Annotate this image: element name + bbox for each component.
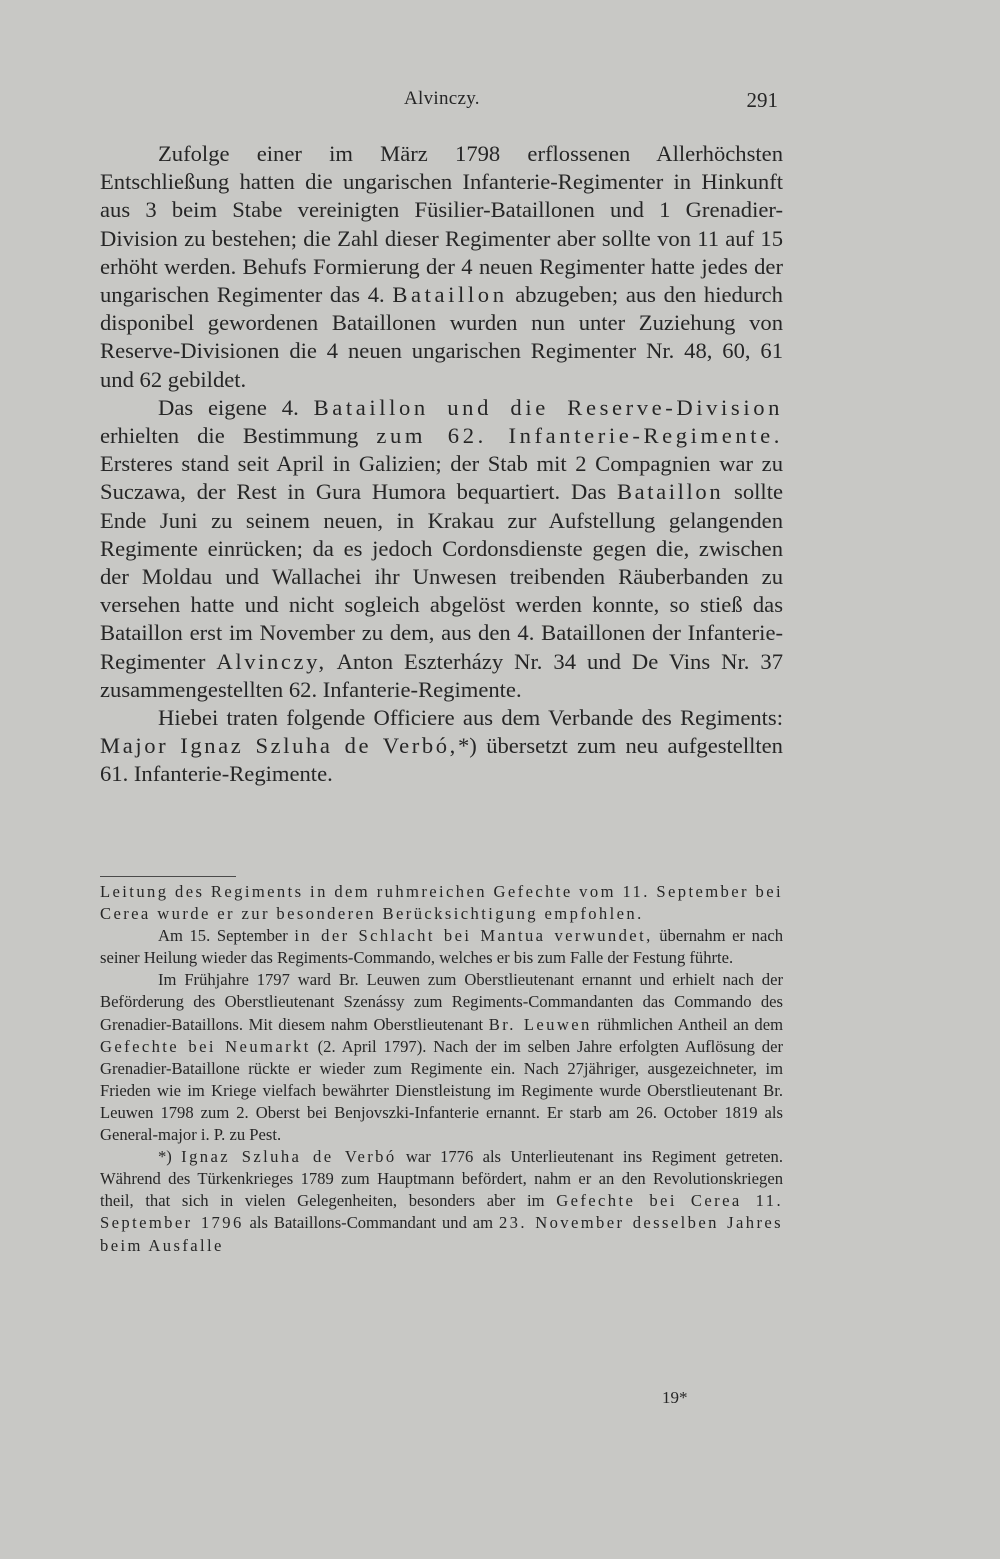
spaced-text: Bataillon [616,479,724,505]
text-run: *) übersetzt zum neu aufgestellten 61. Infanterie-Regimente. [100,733,783,787]
running-header-title: Alvinczy. [404,88,480,109]
text-run: als Bataillons-Commandant und am [243,1213,499,1233]
spaced-text: 23. November desselben Jahres beim Ausfalle [100,1213,783,1255]
sheet-signature: 19* [662,1388,688,1407]
spaced-text: Alvinczy, [216,648,327,674]
paragraph-1 [100,140,783,394]
text-run: Am 15. September [158,926,295,946]
paragraph-3 [100,704,783,789]
spaced-text: Gefechte bei Cerea 11. September 1796 [100,1191,783,1233]
text-run: (2. April 1797). Nach der im selben Jahre erfolgten Auflösung der Grenadier-Bataillone rückte er wieder zum Regimente ein. Nach 27jähriger, ausgezeichneter, im Frieden wie im Kriege vielfach bewährter Dienstleistung im Regimente wurde Oberstlieutenant Br. Leuwen 1798 zum 2. Oberst bei Benjovszki-Infanterie ernannt. Er starb am 26. October 1819 als General-major i. P. zu Pest. [100,1036,783,1145]
main-text [100,140,783,789]
spaced-text: zum 62. Infanterie-Regimente. [376,423,783,449]
spaced-text: Major Ignaz Szluha de Verbó, [100,733,458,759]
text-run: abzugeben; aus den hiedurch disponibel gewordenen Bataillonen wurden nun unter Zuziehung von Reserve-Divisionen die 4 neuen ungarischen Regimenter Nr. 48, 60, 61 und 62 gebildet. [100,282,783,392]
spaced-text: Bataillon und die Reserve-Division [313,394,783,420]
text-run: Im Frühjahre 1797 ward Br. Leuwen zum Oberstlieutenant ernannt und erhielt nach der Beförderung des Oberstlieutenant Szenássy zum Regiments-Commandanten das Commando des Grenadier-Bataillons. Mit diesem nahm Oberstlieutenant [100,970,783,1034]
page-number: 291 [746,88,778,112]
text-run: war 1776 als Unterlieutenant ins Regiment getreten. Während des Türkenkrieges 1789 zum Hauptmann befördert, nahm er an den Revolutionskriegen theil, that sich in vielen Gelegenheiten, besonders aber im [100,1147,783,1211]
text-run: sollte Ende Juni zu seinem neuen, in Krakau zur Aufstellung gelangenden Regimente einrücken; da es jedoch Cordonsdienste gegen die, zwischen der Moldau und Wallachei ihr Unwesen treibenden Räuberbanden zu versehen hatte und nicht sogleich abgelöst werden konnte, so stieß das Bataillon erst im November zu dem, aus den 4. Bataillonen der Infanterie-Regimenter [100,479,783,674]
spaced-text: in der Schlacht bei Mantua verwundet, [294,926,653,946]
text-run: Zufolge einer im März 1798 erflossenen Allerhöchsten Entschließung hatten die ungarischen Infanterie-Regimenter in Hinkunft aus 3 beim Stabe vereinigten Füsilier-Bataillonen und 1 Grenadier-Division zu bestehen; die Zahl dieser Regimenter aber sollte von 11 auf 15 erhöht werden. Behufs Formierung der 4 neuen Regimenter hatte jedes der ungarischen Regimenter das 4. [100,141,783,308]
footnote-continuation [100,881,783,925]
text-run: erhielten die Bestimmung [100,423,377,449]
footnote-paragraph [100,925,783,969]
footnote-divider [100,876,236,877]
spaced-text: Leitung des Regiments in dem ruhmreichen Gefechte vom 11. September bei Cerea wurde er zur besonderen Berücksichtigung empfohlen. [100,882,783,924]
text-run: Hiebei traten folgende Officiere aus dem Verbande des Regiments: [158,705,783,731]
spaced-text: Bataillon [392,282,508,308]
footnote-paragraph [100,969,783,1146]
text-run: rühmlichen Antheil an dem [591,1014,783,1034]
spaced-text: Gefechte bei Neumarkt [100,1036,311,1056]
spaced-text: Br. Leuwen [488,1014,592,1034]
spaced-text: Ignaz Szluha de Verbó [181,1147,397,1167]
paragraph-2 [100,394,783,704]
text-run: Ersteres stand seit April in Galizien; der Stab mit 2 Compagnien war zu Suczawa, der Rest in Gura Humora bequartiert. Das [100,451,783,505]
text-run: *) [158,1147,182,1167]
footnote-szluha [100,1146,783,1256]
text-run: Das eigene 4. [158,394,314,420]
text-run: Anton Eszterházy Nr. 34 und De Vins Nr. 37 zusammengestellten 62. Infanterie-Regimente. [100,648,783,702]
footnotes [100,881,783,1257]
text-run: übernahm er nach seiner Heilung wieder das Regiments-Commando, welches er bis zum Falle der Festung führte. [100,926,784,968]
